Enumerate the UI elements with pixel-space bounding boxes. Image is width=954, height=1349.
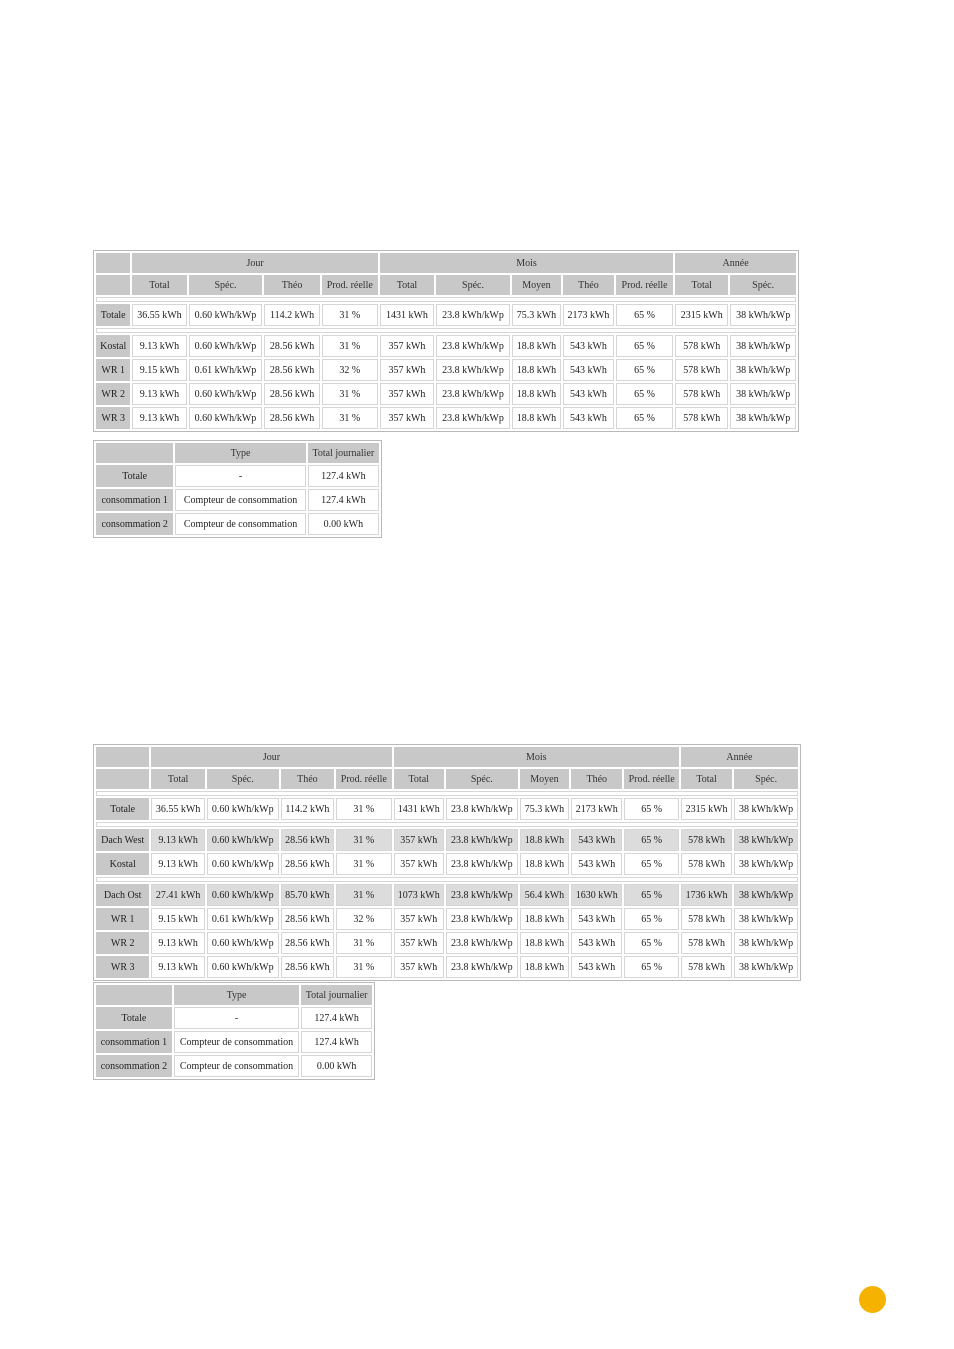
cell-annee-spec: 38 kWh/kWp — [730, 359, 796, 381]
table-row — [96, 798, 798, 820]
header-row-groups — [96, 747, 798, 767]
cell-mois-spec: 23.8 kWh/kWp — [446, 884, 518, 906]
cell-mois-prod: 65 % — [616, 359, 673, 381]
cell-jour-spec: 0.60 kWh/kWp — [207, 798, 279, 820]
cell-type: - — [175, 465, 305, 487]
row-label: WR 1 — [96, 359, 130, 381]
cell-jour-theo: 28.56 kWh — [281, 853, 334, 875]
header-annee: Année — [681, 747, 798, 767]
cell-mois-moyen: 18.8 kWh — [520, 932, 569, 954]
cell-jour-prod: 32 % — [336, 908, 391, 930]
cell-mois-moyen: 18.8 kWh — [512, 383, 561, 405]
cell-mois-prod: 65 % — [616, 407, 673, 429]
cell-mois-total: 1431 kWh — [380, 304, 434, 326]
cell-mois-prod: 65 % — [616, 383, 673, 405]
cell-jour-theo: 28.56 kWh — [264, 359, 319, 381]
cell-mois-total: 357 kWh — [380, 335, 434, 357]
cell-mois-prod: 65 % — [616, 304, 673, 326]
cell-annee-total: 578 kWh — [681, 932, 732, 954]
cell-mois-moyen: 18.8 kWh — [520, 908, 569, 930]
corner-cell — [96, 985, 172, 1005]
cell-jour-total: 9.15 kWh — [151, 908, 204, 930]
cell-mois-theo: 543 kWh — [563, 383, 614, 405]
cell-type: Compteur de consommation — [174, 1031, 299, 1053]
table-row — [96, 407, 796, 429]
cell-jour-prod: 31 % — [336, 829, 391, 851]
table-row — [96, 304, 796, 326]
col-annee-total: Total — [675, 275, 728, 295]
cell-annee-total: 578 kWh — [675, 383, 728, 405]
cell-jour-spec: 0.61 kWh/kWp — [207, 908, 279, 930]
col-jour-prod: Prod. réelle — [322, 275, 378, 295]
cell-mois-spec: 23.8 kWh/kWp — [446, 908, 518, 930]
cell-jour-total: 9.13 kWh — [151, 956, 204, 978]
cell-mois-total: 1431 kWh — [394, 798, 444, 820]
col-mois-total: Total — [380, 275, 434, 295]
cell-annee-total: 578 kWh — [681, 956, 732, 978]
header-row — [96, 443, 379, 463]
cell-mois-spec: 23.8 kWh/kWp — [436, 359, 510, 381]
cell-mois-spec: 23.8 kWh/kWp — [446, 853, 518, 875]
cell-mois-theo: 543 kWh — [571, 908, 622, 930]
corner-cell — [96, 275, 130, 295]
cell-mois-prod: 65 % — [624, 829, 678, 851]
col-type: Type — [174, 985, 299, 1005]
cell-jour-theo: 28.56 kWh — [281, 932, 334, 954]
cell-jour-spec: 0.60 kWh/kWp — [189, 304, 263, 326]
cell-jour-prod: 31 % — [336, 798, 391, 820]
table-row — [96, 956, 798, 978]
cell-mois-spec: 23.8 kWh/kWp — [436, 335, 510, 357]
cell-jour-prod: 31 % — [336, 956, 391, 978]
cell-mois-theo: 543 kWh — [563, 407, 614, 429]
cell-type: - — [174, 1007, 299, 1029]
cell-mois-total: 357 kWh — [380, 359, 434, 381]
cell-jour-spec: 0.60 kWh/kWp — [207, 932, 279, 954]
cell-annee-spec: 38 kWh/kWp — [730, 383, 796, 405]
table-row — [96, 359, 796, 381]
cell-type: Compteur de consommation — [175, 513, 305, 535]
cell-mois-total: 1073 kWh — [394, 884, 444, 906]
cell-mois-theo: 2173 kWh — [563, 304, 614, 326]
cell-mois-prod: 65 % — [624, 908, 678, 930]
row-label: WR 1 — [96, 908, 149, 930]
cell-mois-moyen: 56.4 kWh — [520, 884, 569, 906]
row-label: consommation 1 — [96, 1031, 172, 1053]
cell-mois-theo: 543 kWh — [563, 359, 614, 381]
table-row — [96, 1055, 372, 1077]
cell-annee-spec: 38 kWh/kWp — [734, 932, 798, 954]
separator-row — [96, 328, 796, 333]
col-type: Type — [175, 443, 305, 463]
cell-jour-prod: 32 % — [322, 359, 378, 381]
cell-mois-moyen: 18.8 kWh — [520, 956, 569, 978]
cell-mois-moyen: 18.8 kWh — [512, 335, 561, 357]
col-jour-theo: Théo — [281, 769, 334, 789]
col-total-journalier: Total journalier — [308, 443, 379, 463]
col-mois-prod: Prod. réelle — [624, 769, 678, 789]
cell-mois-spec: 23.8 kWh/kWp — [446, 932, 518, 954]
cell-jour-theo: 28.56 kWh — [281, 829, 334, 851]
header-jour: Jour — [132, 253, 378, 273]
separator-row — [96, 791, 798, 796]
cell-total: 0.00 kWh — [308, 513, 379, 535]
yield-table-2 — [93, 744, 801, 981]
cell-jour-spec: 0.60 kWh/kWp — [207, 829, 279, 851]
col-total-journalier: Total journalier — [301, 985, 372, 1005]
cell-annee-spec: 38 kWh/kWp — [734, 956, 798, 978]
table-row — [96, 513, 379, 535]
col-jour-theo: Théo — [264, 275, 319, 295]
header-row — [96, 985, 372, 1005]
cell-jour-prod: 31 % — [336, 932, 391, 954]
cell-jour-theo: 85.70 kWh — [281, 884, 334, 906]
separator-row — [96, 297, 796, 302]
cell-mois-theo: 543 kWh — [571, 853, 622, 875]
cell-mois-total: 357 kWh — [394, 853, 444, 875]
cell-jour-spec: 0.60 kWh/kWp — [207, 884, 279, 906]
header-row-columns — [96, 769, 798, 789]
cell-jour-prod: 31 % — [336, 853, 391, 875]
cell-type: Compteur de consommation — [174, 1055, 299, 1077]
cell-jour-theo: 114.2 kWh — [281, 798, 334, 820]
cell-jour-total: 9.13 kWh — [151, 932, 204, 954]
table-row — [96, 335, 796, 357]
header-mois: Mois — [380, 253, 673, 273]
col-mois-moyen: Moyen — [512, 275, 561, 295]
cell-mois-prod: 65 % — [616, 335, 673, 357]
cell-mois-theo: 1630 kWh — [571, 884, 622, 906]
cell-mois-moyen: 18.8 kWh — [512, 407, 561, 429]
table-row-group — [96, 884, 798, 906]
header-row-columns — [96, 275, 796, 295]
cell-jour-spec: 0.60 kWh/kWp — [207, 853, 279, 875]
separator-row — [96, 877, 798, 882]
yield-table-1 — [93, 250, 799, 432]
header-row-groups — [96, 253, 796, 273]
cell-mois-prod: 65 % — [624, 932, 678, 954]
col-jour-total: Total — [132, 275, 186, 295]
corner-cell — [96, 253, 130, 273]
cell-jour-theo: 28.56 kWh — [264, 335, 319, 357]
cell-annee-total: 578 kWh — [675, 407, 728, 429]
cell-jour-prod: 31 % — [322, 304, 378, 326]
cell-type: Compteur de consommation — [175, 489, 305, 511]
cell-mois-spec: 23.8 kWh/kWp — [446, 798, 518, 820]
cell-annee-spec: 38 kWh/kWp — [734, 829, 798, 851]
cell-mois-theo: 543 kWh — [571, 956, 622, 978]
cell-mois-prod: 65 % — [624, 798, 678, 820]
cell-annee-total: 578 kWh — [675, 335, 728, 357]
col-annee-spec: Spéc. — [730, 275, 796, 295]
cell-jour-spec: 0.60 kWh/kWp — [189, 407, 263, 429]
cell-jour-spec: 0.60 kWh/kWp — [207, 956, 279, 978]
cell-annee-spec: 38 kWh/kWp — [734, 884, 798, 906]
cell-mois-total: 357 kWh — [394, 908, 444, 930]
table-row — [96, 932, 798, 954]
cell-total: 0.00 kWh — [301, 1055, 372, 1077]
row-label: Kostal — [96, 853, 149, 875]
col-jour-spec: Spéc. — [189, 275, 263, 295]
col-jour-prod: Prod. réelle — [336, 769, 391, 789]
cell-jour-theo: 114.2 kWh — [264, 304, 319, 326]
table-row — [96, 465, 379, 487]
cell-annee-total: 2315 kWh — [681, 798, 732, 820]
row-label: Kostal — [96, 335, 130, 357]
cell-annee-spec: 38 kWh/kWp — [734, 853, 798, 875]
table-row — [96, 383, 796, 405]
cell-mois-theo: 543 kWh — [563, 335, 614, 357]
col-mois-moyen: Moyen — [520, 769, 569, 789]
cell-jour-total: 9.15 kWh — [132, 359, 186, 381]
header-annee: Année — [675, 253, 796, 273]
row-label: WR 3 — [96, 407, 130, 429]
row-label: consommation 2 — [96, 513, 173, 535]
cell-total: 127.4 kWh — [301, 1031, 372, 1053]
cell-jour-spec: 0.60 kWh/kWp — [189, 383, 263, 405]
row-label: consommation 1 — [96, 489, 173, 511]
cell-total: 127.4 kWh — [308, 489, 379, 511]
cell-mois-total: 357 kWh — [380, 407, 434, 429]
cell-total: 127.4 kWh — [301, 1007, 372, 1029]
cell-jour-prod: 31 % — [322, 335, 378, 357]
cell-annee-spec: 38 kWh/kWp — [734, 798, 798, 820]
corner-cell — [96, 747, 149, 767]
cell-mois-theo: 543 kWh — [571, 932, 622, 954]
cell-mois-spec: 23.8 kWh/kWp — [436, 304, 510, 326]
cell-jour-total: 36.55 kWh — [132, 304, 186, 326]
cell-mois-total: 357 kWh — [394, 829, 444, 851]
cell-annee-total: 578 kWh — [675, 359, 728, 381]
page-marker-dot — [859, 1286, 886, 1313]
col-annee-spec: Spéc. — [734, 769, 798, 789]
cell-jour-theo: 28.56 kWh — [281, 956, 334, 978]
table-row — [96, 489, 379, 511]
cell-jour-theo: 28.56 kWh — [281, 908, 334, 930]
row-label: WR 3 — [96, 956, 149, 978]
row-label: Totale — [96, 798, 149, 820]
cell-mois-total: 357 kWh — [394, 932, 444, 954]
cell-mois-moyen: 18.8 kWh — [520, 853, 569, 875]
cell-jour-spec: 0.61 kWh/kWp — [189, 359, 263, 381]
header-mois: Mois — [394, 747, 679, 767]
cell-mois-spec: 23.8 kWh/kWp — [436, 407, 510, 429]
col-mois-theo: Théo — [571, 769, 622, 789]
cell-mois-moyen: 75.3 kWh — [520, 798, 569, 820]
cell-mois-total: 357 kWh — [394, 956, 444, 978]
col-jour-spec: Spéc. — [207, 769, 279, 789]
consumption-table-1 — [93, 440, 382, 538]
header-jour: Jour — [151, 747, 391, 767]
cell-jour-total: 27.41 kWh — [151, 884, 204, 906]
col-mois-theo: Théo — [563, 275, 614, 295]
col-mois-spec: Spéc. — [436, 275, 510, 295]
cell-mois-prod: 65 % — [624, 884, 678, 906]
table-row — [96, 1007, 372, 1029]
cell-annee-spec: 38 kWh/kWp — [730, 407, 796, 429]
cell-annee-total: 1736 kWh — [681, 884, 732, 906]
col-mois-prod: Prod. réelle — [616, 275, 673, 295]
row-label: Dach Ost — [96, 884, 149, 906]
cell-annee-spec: 38 kWh/kWp — [730, 304, 796, 326]
cell-jour-total: 9.13 kWh — [132, 383, 186, 405]
cell-mois-moyen: 18.8 kWh — [512, 359, 561, 381]
cell-mois-spec: 23.8 kWh/kWp — [446, 956, 518, 978]
separator-row — [96, 822, 798, 827]
cell-annee-spec: 38 kWh/kWp — [734, 908, 798, 930]
cell-mois-spec: 23.8 kWh/kWp — [446, 829, 518, 851]
row-label: Totale — [96, 304, 130, 326]
cell-annee-total: 578 kWh — [681, 908, 732, 930]
row-label: consommation 2 — [96, 1055, 172, 1077]
table-row — [96, 908, 798, 930]
cell-jour-spec: 0.60 kWh/kWp — [189, 335, 263, 357]
cell-jour-prod: 31 % — [336, 884, 391, 906]
table-row-group — [96, 829, 798, 851]
cell-jour-prod: 31 % — [322, 407, 378, 429]
cell-jour-total: 9.13 kWh — [151, 853, 204, 875]
cell-jour-total: 9.13 kWh — [132, 407, 186, 429]
cell-jour-total: 9.13 kWh — [151, 829, 204, 851]
cell-jour-total: 36.55 kWh — [151, 798, 204, 820]
cell-mois-total: 357 kWh — [380, 383, 434, 405]
consumption-table-2 — [93, 982, 375, 1080]
cell-mois-theo: 2173 kWh — [571, 798, 622, 820]
col-jour-total: Total — [151, 769, 204, 789]
cell-mois-spec: 23.8 kWh/kWp — [436, 383, 510, 405]
table-row — [96, 1031, 372, 1053]
cell-total: 127.4 kWh — [308, 465, 379, 487]
cell-annee-spec: 38 kWh/kWp — [730, 335, 796, 357]
cell-jour-theo: 28.56 kWh — [264, 383, 319, 405]
col-mois-spec: Spéc. — [446, 769, 518, 789]
cell-mois-moyen: 18.8 kWh — [520, 829, 569, 851]
cell-mois-theo: 543 kWh — [571, 829, 622, 851]
row-label: Totale — [96, 465, 173, 487]
corner-cell — [96, 769, 149, 789]
row-label: WR 2 — [96, 383, 130, 405]
cell-jour-prod: 31 % — [322, 383, 378, 405]
cell-annee-total: 578 kWh — [681, 853, 732, 875]
cell-mois-prod: 65 % — [624, 853, 678, 875]
cell-jour-theo: 28.56 kWh — [264, 407, 319, 429]
row-label: Totale — [96, 1007, 172, 1029]
cell-mois-moyen: 75.3 kWh — [512, 304, 561, 326]
row-label: Dach West — [96, 829, 149, 851]
col-annee-total: Total — [681, 769, 732, 789]
row-label: WR 2 — [96, 932, 149, 954]
cell-annee-total: 578 kWh — [681, 829, 732, 851]
cell-annee-total: 2315 kWh — [675, 304, 728, 326]
corner-cell — [96, 443, 173, 463]
col-mois-total: Total — [394, 769, 444, 789]
cell-mois-prod: 65 % — [624, 956, 678, 978]
table-row — [96, 853, 798, 875]
cell-jour-total: 9.13 kWh — [132, 335, 186, 357]
